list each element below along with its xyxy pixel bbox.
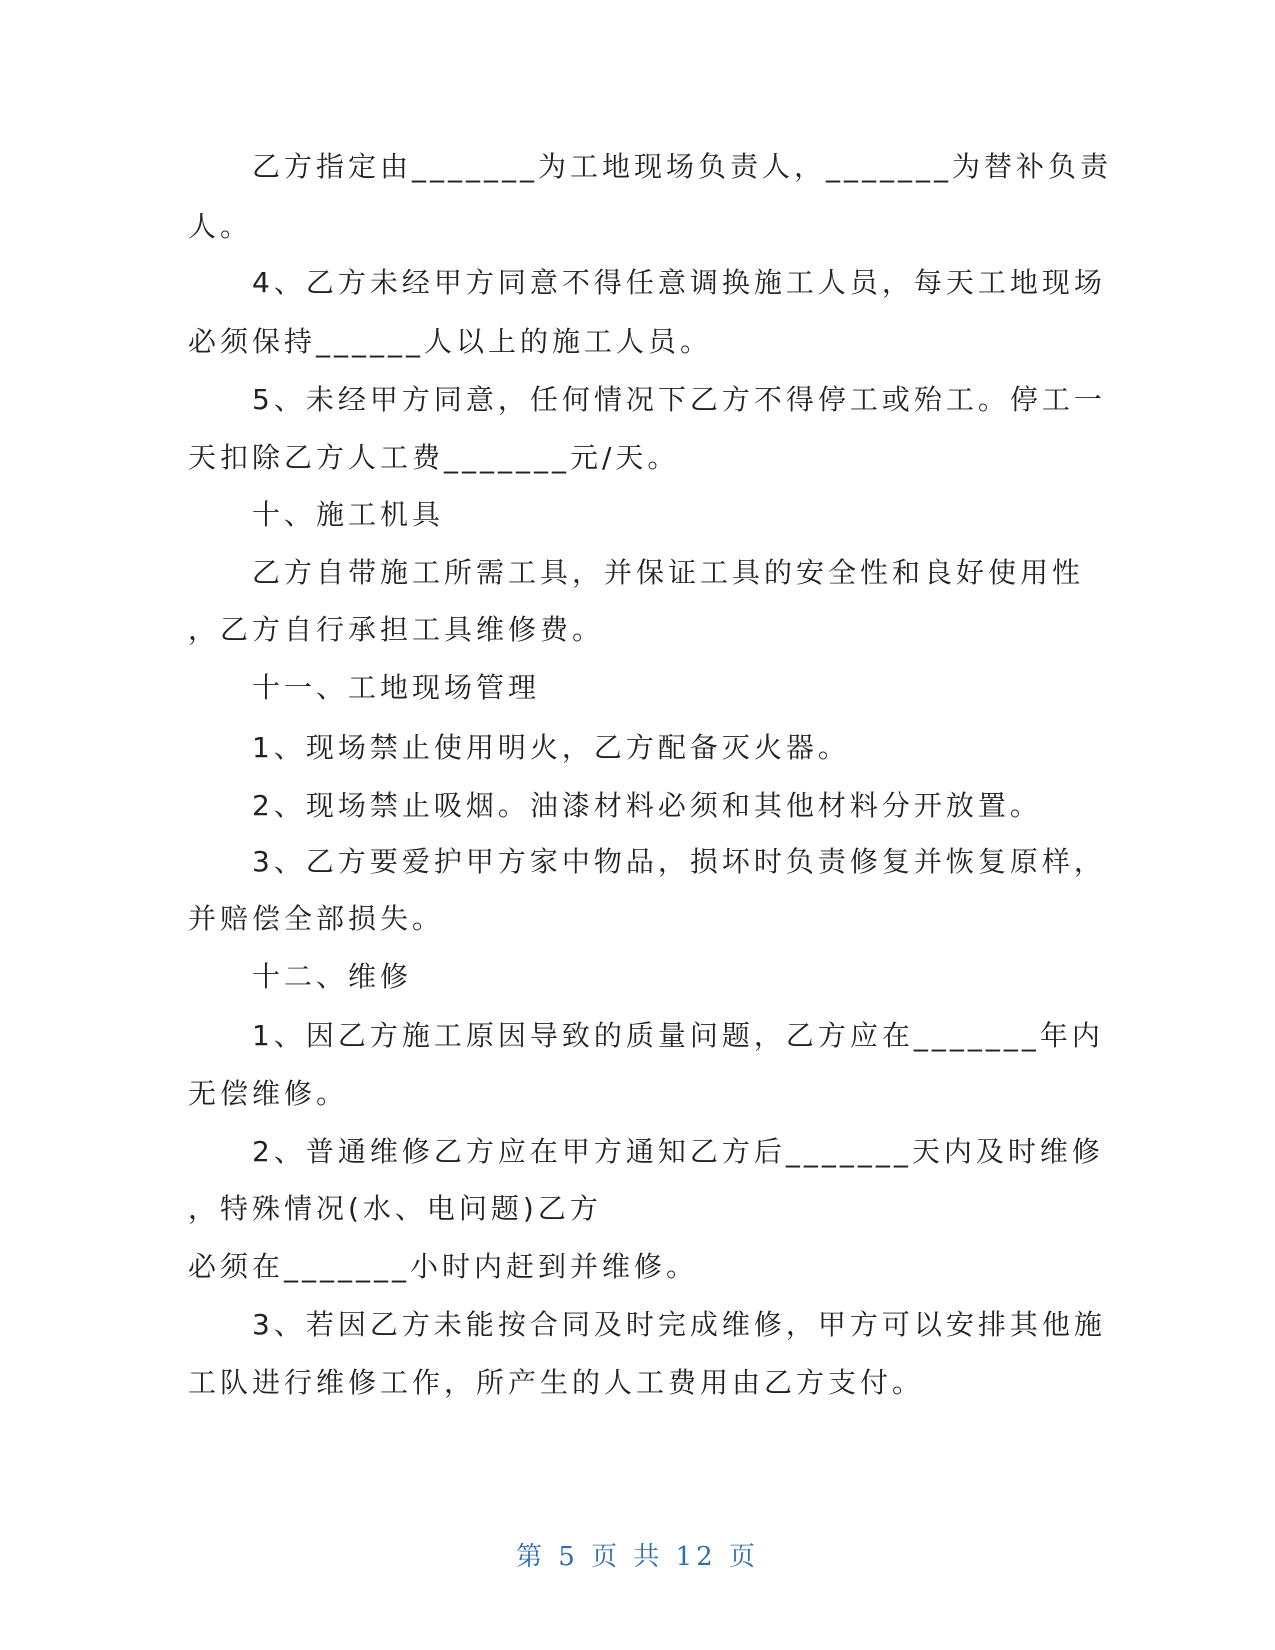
text-line: ，特殊情况(水、电问题)乙方: [188, 1192, 602, 1225]
text-line: 1、现场禁止使用明火，乙方配备灭火器。: [188, 731, 850, 764]
section-heading: 十、施工机具: [188, 498, 445, 531]
text-line: 4、乙方未经甲方同意不得任意调换施工人员，每天工地现场: [188, 266, 1106, 299]
text-line: 5、未经甲方同意，任何情况下乙方不得停工或殆工。停工一: [188, 383, 1106, 416]
page-number: 第 5 页 共 12 页: [516, 1542, 759, 1572]
text-line: 无偿维修。: [188, 1077, 349, 1110]
text-line: 天扣除乙方人工费_______元/天。: [188, 441, 680, 474]
text-line: 2、现场禁止吸烟。油漆材料必须和其他材料分开放置。: [188, 789, 1042, 822]
text-line: 必须在_______小时内赶到并维修。: [188, 1250, 699, 1283]
text-line: 1、因乙方施工原因导致的质量问题，乙方应在_______年内: [188, 1019, 1104, 1052]
text-line: 3、若因乙方未能按合同及时完成维修，甲方可以安排其他施: [188, 1308, 1106, 1341]
text-line: 3、乙方要爱护甲方家中物品，损坏时负责修复并恢复原样，: [188, 845, 1106, 878]
section-heading: 十二、维修: [188, 960, 413, 993]
text-line: 乙方指定由_______为工地现场负责人，_______为替补负责: [188, 150, 1113, 183]
text-line: 2、普通维修乙方应在甲方通知乙方后_______天内及时维修: [188, 1135, 1104, 1168]
text-line: 并赔偿全部损失。: [188, 902, 445, 935]
text-line: 人。: [188, 210, 253, 243]
text-line: ，乙方自行承担工具维修费。: [188, 613, 605, 646]
section-heading: 十一、工地现场管理: [188, 671, 541, 704]
text-line: 乙方自带施工所需工具，并保证工具的安全性和良好使用性: [188, 556, 1085, 589]
text-line: 必须保持______人以上的施工人员。: [188, 325, 713, 358]
text-line: 工队进行维修工作，所产生的人工费用由乙方支付。: [188, 1366, 925, 1399]
